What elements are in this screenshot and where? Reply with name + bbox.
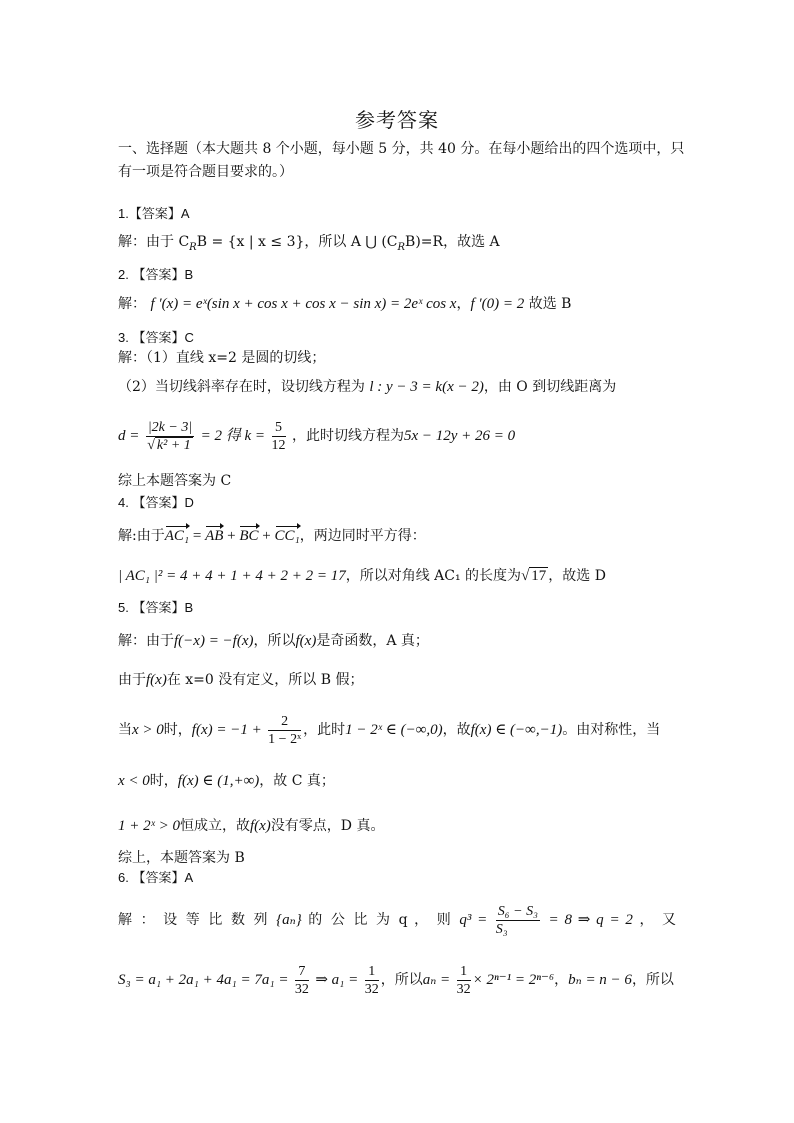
q6-frac1-num: 7 bbox=[295, 963, 309, 981]
q5-3j: 。由对称性，当 bbox=[562, 722, 661, 738]
q5-1b: f(−x) = −f(x) bbox=[174, 633, 254, 649]
q1-text-a: 解：由于 C bbox=[118, 234, 190, 250]
q5-header: 5. 【答案】B bbox=[118, 600, 194, 615]
q5-4c: f(x) ∈ (1,+∞) bbox=[177, 773, 260, 789]
q5-line-3 bbox=[118, 712, 676, 748]
q2-tail: 故选 B bbox=[528, 296, 572, 312]
q3-distance-eq: = 2 得 k = bbox=[200, 428, 266, 444]
q6-line-2 bbox=[118, 962, 676, 998]
q5-3g: 1 − 2ˣ ∈ (−∞,0) bbox=[345, 722, 443, 738]
q6-2f: aₙ = bbox=[422, 972, 451, 988]
q5-summary: 综上，本题答案为 B bbox=[118, 850, 245, 866]
q5-2b: f(x) bbox=[146, 672, 167, 688]
q6-1a: 解 ： 设 等 比 数 列 bbox=[118, 912, 270, 928]
q3-part2-a: （2）当切线斜率存在时，设切线方程为 bbox=[118, 379, 365, 395]
intro-line-2: 有一项是符合题目要求的。） bbox=[118, 164, 293, 180]
q4-text-a: 解:由于 bbox=[118, 528, 165, 544]
q3-part2-c: ，由 O 到切线距离为 bbox=[483, 379, 617, 395]
q6-1f: = 8 ⇒ q = 2 bbox=[548, 912, 633, 928]
q5-5d: 没有零点，D 真。 bbox=[270, 818, 385, 834]
q3-k-fraction bbox=[272, 419, 286, 454]
q3-distance-line: d = $\frac{|2k - 3|}{\text{√ k² + 1}}$ = 2 得 k = $\frac{5}{12}$ ，此时切线方程为5x − 12y + 26 = 0 bbox=[118, 419, 516, 453]
q6-ratio-den: S₃ bbox=[495, 921, 508, 937]
q6-1g: ， 又 bbox=[639, 912, 677, 928]
q6-frac1-den: 32 bbox=[294, 981, 309, 997]
q4-sqrt-17: 17 bbox=[531, 568, 547, 584]
q6-frac-1-32-b bbox=[457, 963, 471, 998]
q5-fraction bbox=[268, 713, 301, 748]
q1-text-c: B)=R，故选 A bbox=[405, 234, 500, 250]
q5-2a: 由于 bbox=[118, 672, 146, 688]
q6-ratio-fraction bbox=[496, 903, 540, 938]
q1-solution: 解：由于 $C_RB = \{x$ | x ≤ 3}，所以 A ⋃ $(C_RB)=R$，故选 A bbox=[118, 234, 500, 253]
q4-text-b: ，所以对角线 AC₁ 的长度为 bbox=[345, 568, 522, 584]
q4-vector-line: 解:由于AC₁ = AB + BC + CC₁，两边同时平方得： bbox=[118, 528, 426, 544]
q6-2i: ， bbox=[554, 972, 569, 988]
q3-line-eq: 5x − 12y + 26 = 0 bbox=[403, 428, 516, 444]
q6-2c: ⇒ a₁ = bbox=[315, 972, 359, 988]
q4-vec-cc1: CC₁ bbox=[274, 528, 300, 544]
q5-3b: x > 0 bbox=[132, 722, 164, 738]
q6-frac3-num: 1 bbox=[457, 963, 471, 981]
q5-5b: 恒成立，故 bbox=[179, 818, 250, 834]
q6-line-1 bbox=[118, 902, 676, 938]
q4-text-d: ，故选 D bbox=[548, 568, 606, 584]
q5-line-5 bbox=[118, 817, 676, 835]
q5-5c: f(x) bbox=[249, 818, 271, 834]
q4-vec-bc: BC bbox=[239, 528, 259, 544]
q6-2a: S₃ = a₁ + 2a₁ + 4a₁ = 7a₁ = bbox=[118, 972, 289, 988]
q5-line-4 bbox=[118, 772, 676, 790]
q4-square-expr: | AC₁ |² = 4 + 4 + 1 + 4 + 2 + 2 = 17 bbox=[118, 568, 346, 584]
q6-ratio-num: S₆ − S₃ bbox=[497, 903, 538, 919]
q4-text-f: ，两边同时平方得： bbox=[299, 528, 426, 544]
q6-2h: × 2ⁿ⁻¹ = 2ⁿ⁻⁶ bbox=[472, 972, 555, 988]
q6-2j: bₙ = n − 6 bbox=[568, 972, 632, 988]
q3-part2 bbox=[118, 378, 676, 396]
q3-summary: 综上本题答案为 C bbox=[118, 473, 232, 489]
q5-3c: 时， bbox=[163, 722, 192, 738]
q2-solution: 解： f ′(x) = eˣ(sin x + cos x + cos x − sin x) = 2eˣ cos x，f ′(0) = 2 故选 B bbox=[118, 296, 572, 312]
q3-distance-num: |2k − 3| bbox=[147, 419, 193, 435]
q6-2k: ，所以 bbox=[631, 972, 674, 988]
q6-2e: ，所以 bbox=[380, 972, 423, 988]
q5-3f: ，此时 bbox=[303, 722, 346, 738]
q6-frac-1-32-a bbox=[365, 963, 379, 998]
q6-header: 6. 【答案】A bbox=[118, 870, 194, 885]
q5-4a: x < 0 bbox=[118, 773, 150, 789]
q1-header: 1.【答案】A bbox=[118, 206, 190, 221]
q5-1d: f(x) bbox=[295, 633, 317, 649]
q4-vec-ab: AB bbox=[205, 528, 224, 544]
q1-text-b: B = {x | x ≤ 3}，所以 A ⋃ (C bbox=[196, 234, 398, 250]
q2-derivative-at-zero: f ′(0) = 2 bbox=[470, 296, 525, 312]
q3-k-num: 5 bbox=[272, 419, 286, 437]
intro-line-1: 一、选择题（本大题共 8 个小题，每小题 5 分，共 40 分。在每小题给出的四个选项中，只 bbox=[118, 141, 685, 157]
q5-line-2 bbox=[118, 671, 676, 689]
page-title: 参考答案 bbox=[355, 108, 439, 132]
q3-tangent-eq: l : y − 3 = k(x − 2) bbox=[369, 379, 484, 395]
q6-frac-7-32 bbox=[295, 963, 309, 998]
q6-frac3-den: 32 bbox=[456, 981, 471, 997]
q4-header: 4. 【答案】D bbox=[118, 495, 194, 510]
q5-2c: 在 x=0 没有定义，所以 B 假； bbox=[166, 672, 364, 688]
q3-distance-den: k² + 1 bbox=[156, 437, 191, 453]
q3-distance-tail: ，此时切线方程为 bbox=[291, 428, 404, 444]
q3-header: 3. 【答案】C bbox=[118, 330, 194, 345]
q6-1b: {aₙ} bbox=[276, 912, 302, 928]
q6-1c: 的 公 比 为 q ， 则 bbox=[308, 912, 453, 928]
q5-3d: f(x) = −1 + bbox=[191, 722, 262, 738]
q6-1d: q³ = bbox=[459, 912, 488, 928]
q5-line-1 bbox=[118, 632, 676, 650]
q2-header: 2. 【答案】B bbox=[118, 267, 194, 282]
q5-frac-den: 1 − 2ˣ bbox=[268, 731, 302, 747]
q2-derivative-expr: f ′(x) = eˣ(sin x + cos x + cos x − sin x) = 2eˣ cos x bbox=[150, 296, 457, 312]
q5-3a: 当 bbox=[118, 722, 132, 738]
q4-square-line: | AC₁ |² = 4 + 4 + 1 + 4 + 2 + 2 = 17，所以对角线 AC₁ 的长度为√ 17 ，故选 D bbox=[118, 568, 606, 584]
q5-1a: 解：由于 bbox=[118, 633, 174, 649]
q3-part1: 解：（1）直线 x=2 是圆的切线； bbox=[118, 350, 326, 366]
q6-frac2-num: 1 bbox=[365, 963, 379, 981]
q4-vec-ac1: AC₁ bbox=[164, 528, 190, 544]
q5-1c: ，所以 bbox=[253, 633, 296, 649]
q3-distance-fraction: $\frac{|2k - 3|}{\text{√ k² + 1}}$ bbox=[147, 419, 193, 453]
q5-4b: 时， bbox=[149, 773, 178, 789]
q5-4d: ，故 C 真； bbox=[259, 773, 335, 789]
q3-k-den: 12 bbox=[271, 437, 286, 453]
q6-frac2-den: 32 bbox=[364, 981, 379, 997]
q5-3h: ，故 bbox=[442, 722, 471, 738]
q5-5a: 1 + 2ˣ > 0 bbox=[118, 818, 180, 834]
q5-1e: 是奇函数，A 真； bbox=[316, 633, 429, 649]
q5-3i: f(x) ∈ (−∞,−1) bbox=[470, 722, 563, 738]
q5-frac-num: 2 bbox=[268, 713, 301, 731]
